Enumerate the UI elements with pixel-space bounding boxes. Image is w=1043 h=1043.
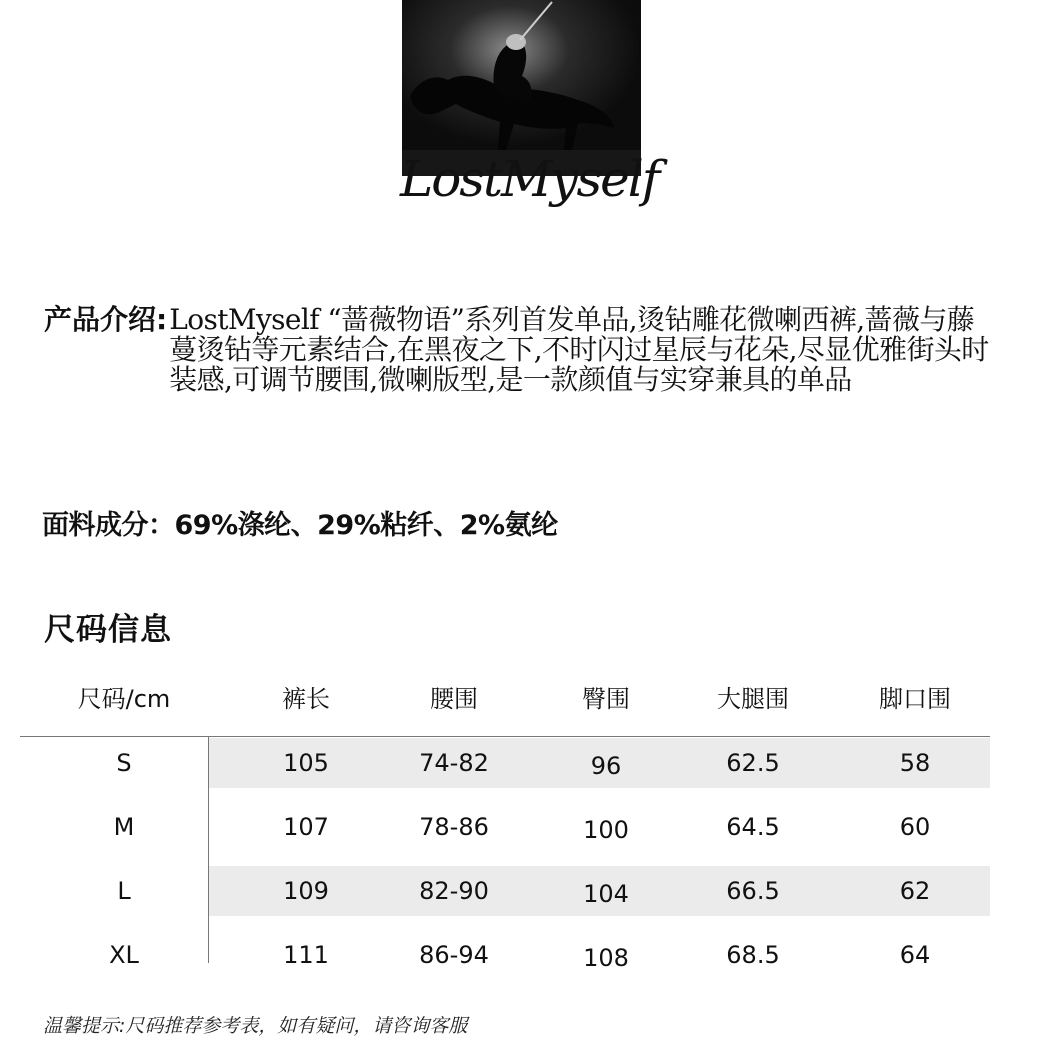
cell-size: XL [109, 941, 139, 969]
cell-waist: 74-82 [419, 749, 489, 777]
cell-size: M [113, 813, 135, 841]
cell-waist: 78-86 [419, 813, 489, 841]
cell-hem: 64 [899, 941, 931, 969]
header-hem: 脚口围 [879, 685, 951, 713]
table-row [20, 930, 990, 980]
cell-hem: 62 [899, 877, 931, 905]
cell-hip: 104 [583, 880, 629, 908]
table-row [20, 802, 990, 852]
cell-thigh: 62.5 [726, 749, 780, 777]
header-hip: 臀围 [582, 685, 630, 713]
fabric-composition: 面料成分：69%涤纶、29%粘纤、2%氨纶 [42, 510, 558, 541]
size-table [20, 670, 990, 972]
table-header [20, 670, 990, 737]
intro-text: LostMyself “蔷薇物语”系列首发单品,烫钻雕花微喇西裤,蔷薇与藤蔓烫钻等元素结合,在黑夜之下,不时闪过星辰与花朵,尽显优雅街头时装感,可调节腰围,微喇版型,是一款颜值与实穿兼具的单品 [169, 303, 989, 396]
cell-hip: 100 [583, 816, 629, 844]
cell-size: L [117, 877, 131, 905]
size-tip: 温馨提示:尺码推荐参考表，如有疑问，请咨询客服 [43, 1015, 468, 1037]
size-info-title: 尺码信息 [44, 612, 172, 648]
cell-hip: 96 [590, 752, 622, 780]
cell-size: S [116, 749, 132, 777]
cell-length: 109 [283, 877, 329, 905]
cell-length: 105 [283, 749, 329, 777]
intro-label: 产品介绍: [44, 303, 168, 336]
header-waist: 腰围 [430, 685, 478, 713]
table-row [20, 866, 990, 916]
cell-hip: 108 [583, 944, 629, 972]
header-size: 尺码/cm [77, 685, 171, 713]
cell-thigh: 66.5 [726, 877, 780, 905]
header-length: 裤长 [282, 685, 330, 713]
brand-logo: LostMyself [400, 150, 659, 208]
cell-length: 111 [283, 941, 329, 969]
cell-thigh: 64.5 [726, 813, 780, 841]
product-intro [44, 305, 1004, 395]
cell-hem: 60 [899, 813, 931, 841]
cell-length: 107 [283, 813, 329, 841]
cell-thigh: 68.5 [726, 941, 780, 969]
table-row [20, 738, 990, 788]
column-divider [208, 737, 209, 963]
cell-waist: 82-90 [419, 877, 489, 905]
header-thigh: 大腿围 [717, 685, 789, 713]
cell-hem: 58 [899, 749, 931, 777]
cell-waist: 86-94 [419, 941, 489, 969]
